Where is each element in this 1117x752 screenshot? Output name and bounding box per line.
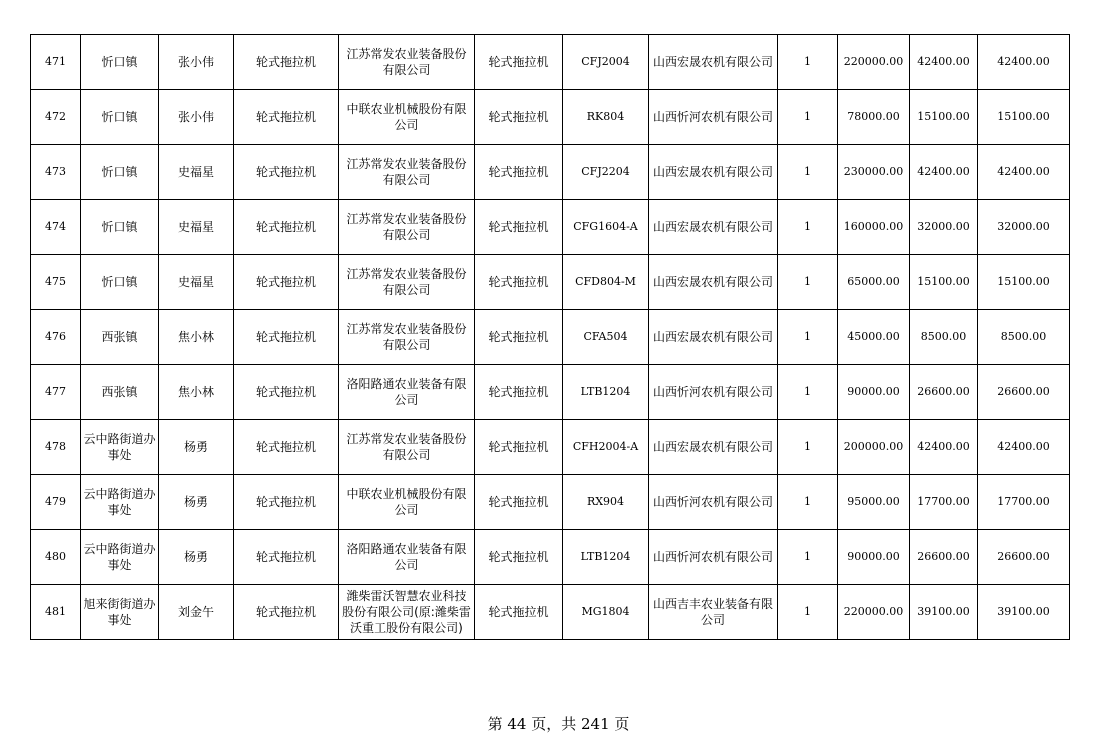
table-row (31, 255, 1070, 310)
price-cell: 45000.00 (838, 310, 910, 365)
product-name-cell: 轮式拖拉机 (475, 200, 563, 255)
machine-type-cell: 轮式拖拉机 (234, 475, 339, 530)
quantity-cell: 1 (778, 255, 838, 310)
price-cell: 78000.00 (838, 90, 910, 145)
subsidy-cell: 15100.00 (910, 90, 978, 145)
model-cell: RK804 (563, 90, 649, 145)
table-row (31, 585, 1070, 640)
table-row (31, 475, 1070, 530)
buyer-cell: 焦小林 (159, 365, 234, 420)
total-subsidy-cell: 42400.00 (978, 420, 1070, 475)
seq-cell: 473 (31, 145, 81, 200)
quantity-cell: 1 (778, 310, 838, 365)
model-cell: CFH2004-A (563, 420, 649, 475)
subsidy-cell: 42400.00 (910, 420, 978, 475)
subsidy-cell: 26600.00 (910, 365, 978, 420)
machine-type-cell: 轮式拖拉机 (234, 200, 339, 255)
product-name-cell: 轮式拖拉机 (475, 365, 563, 420)
town-cell: 云中路街道办事处 (81, 530, 159, 585)
total-subsidy-cell: 17700.00 (978, 475, 1070, 530)
quantity-cell: 1 (778, 475, 838, 530)
table-row (31, 310, 1070, 365)
machine-type-cell: 轮式拖拉机 (234, 35, 339, 90)
dealer-cell: 山西宏晟农机有限公司 (649, 145, 778, 200)
product-name-cell: 轮式拖拉机 (475, 420, 563, 475)
total-subsidy-cell: 15100.00 (978, 90, 1070, 145)
quantity-cell: 1 (778, 420, 838, 475)
buyer-cell: 张小伟 (159, 90, 234, 145)
table-row (31, 35, 1070, 90)
product-name-cell: 轮式拖拉机 (475, 310, 563, 365)
model-cell: MG1804 (563, 585, 649, 640)
buyer-cell: 杨勇 (159, 530, 234, 585)
price-cell: 200000.00 (838, 420, 910, 475)
machine-type-cell: 轮式拖拉机 (234, 310, 339, 365)
manufacturer-cell: 洛阳路通农业装备有限公司 (339, 530, 475, 585)
dealer-cell: 山西吉丰农业装备有限公司 (649, 585, 778, 640)
manufacturer-cell: 江苏常发农业装备股份有限公司 (339, 35, 475, 90)
model-cell: CFD804-M (563, 255, 649, 310)
town-cell: 云中路街道办事处 (81, 420, 159, 475)
buyer-cell: 史福星 (159, 145, 234, 200)
model-cell: CFJ2204 (563, 145, 649, 200)
subsidy-table (30, 34, 1070, 640)
table-row (31, 365, 1070, 420)
town-cell: 忻口镇 (81, 145, 159, 200)
seq-cell: 479 (31, 475, 81, 530)
quantity-cell: 1 (778, 200, 838, 255)
seq-cell: 481 (31, 585, 81, 640)
manufacturer-cell: 江苏常发农业装备股份有限公司 (339, 200, 475, 255)
table-row (31, 530, 1070, 585)
model-cell: RX904 (563, 475, 649, 530)
town-cell: 西张镇 (81, 310, 159, 365)
dealer-cell: 山西宏晟农机有限公司 (649, 200, 778, 255)
dealer-cell: 山西忻河农机有限公司 (649, 530, 778, 585)
machine-type-cell: 轮式拖拉机 (234, 530, 339, 585)
price-cell: 220000.00 (838, 35, 910, 90)
total-subsidy-cell: 26600.00 (978, 365, 1070, 420)
price-cell: 160000.00 (838, 200, 910, 255)
seq-cell: 476 (31, 310, 81, 365)
table-row (31, 420, 1070, 475)
table-body (31, 35, 1070, 640)
subsidy-cell: 17700.00 (910, 475, 978, 530)
subsidy-cell: 42400.00 (910, 145, 978, 200)
buyer-cell: 张小伟 (159, 35, 234, 90)
price-cell: 95000.00 (838, 475, 910, 530)
machine-type-cell: 轮式拖拉机 (234, 585, 339, 640)
machine-type-cell: 轮式拖拉机 (234, 420, 339, 475)
price-cell: 90000.00 (838, 530, 910, 585)
machine-type-cell: 轮式拖拉机 (234, 90, 339, 145)
buyer-cell: 杨勇 (159, 420, 234, 475)
model-cell: CFJ2004 (563, 35, 649, 90)
table-row (31, 200, 1070, 255)
town-cell: 西张镇 (81, 365, 159, 420)
product-name-cell: 轮式拖拉机 (475, 585, 563, 640)
dealer-cell: 山西宏晟农机有限公司 (649, 35, 778, 90)
manufacturer-cell: 江苏常发农业装备股份有限公司 (339, 310, 475, 365)
model-cell: LTB1204 (563, 365, 649, 420)
buyer-cell: 刘金午 (159, 585, 234, 640)
buyer-cell: 焦小林 (159, 310, 234, 365)
manufacturer-cell: 江苏常发农业装备股份有限公司 (339, 145, 475, 200)
quantity-cell: 1 (778, 365, 838, 420)
seq-cell: 471 (31, 35, 81, 90)
table-row (31, 145, 1070, 200)
manufacturer-cell: 江苏常发农业装备股份有限公司 (339, 420, 475, 475)
manufacturer-cell: 潍柴雷沃智慧农业科技股份有限公司(原:潍柴雷沃重工股份有限公司) (339, 585, 475, 640)
subsidy-cell: 32000.00 (910, 200, 978, 255)
manufacturer-cell: 洛阳路通农业装备有限公司 (339, 365, 475, 420)
seq-cell: 477 (31, 365, 81, 420)
town-cell: 旭来街街道办事处 (81, 585, 159, 640)
quantity-cell: 1 (778, 585, 838, 640)
total-subsidy-cell: 39100.00 (978, 585, 1070, 640)
product-name-cell: 轮式拖拉机 (475, 475, 563, 530)
quantity-cell: 1 (778, 145, 838, 200)
manufacturer-cell: 江苏常发农业装备股份有限公司 (339, 255, 475, 310)
seq-cell: 472 (31, 90, 81, 145)
subsidy-cell: 42400.00 (910, 35, 978, 90)
price-cell: 220000.00 (838, 585, 910, 640)
town-cell: 云中路街道办事处 (81, 475, 159, 530)
manufacturer-cell: 中联农业机械股份有限公司 (339, 90, 475, 145)
total-subsidy-cell: 42400.00 (978, 145, 1070, 200)
model-cell: CFG1604-A (563, 200, 649, 255)
price-cell: 90000.00 (838, 365, 910, 420)
seq-cell: 478 (31, 420, 81, 475)
subsidy-cell: 39100.00 (910, 585, 978, 640)
total-subsidy-cell: 32000.00 (978, 200, 1070, 255)
buyer-cell: 史福星 (159, 200, 234, 255)
buyer-cell: 杨勇 (159, 475, 234, 530)
dealer-cell: 山西忻河农机有限公司 (649, 365, 778, 420)
page-footer: 第 44 页，共 241 页 (487, 715, 630, 733)
table-row (31, 90, 1070, 145)
quantity-cell: 1 (778, 35, 838, 90)
town-cell: 忻口镇 (81, 200, 159, 255)
town-cell: 忻口镇 (81, 255, 159, 310)
quantity-cell: 1 (778, 90, 838, 145)
dealer-cell: 山西宏晟农机有限公司 (649, 255, 778, 310)
dealer-cell: 山西忻河农机有限公司 (649, 90, 778, 145)
product-name-cell: 轮式拖拉机 (475, 145, 563, 200)
model-cell: CFA504 (563, 310, 649, 365)
subsidy-cell: 26600.00 (910, 530, 978, 585)
total-subsidy-cell: 15100.00 (978, 255, 1070, 310)
machine-type-cell: 轮式拖拉机 (234, 145, 339, 200)
buyer-cell: 史福星 (159, 255, 234, 310)
town-cell: 忻口镇 (81, 90, 159, 145)
manufacturer-cell: 中联农业机械股份有限公司 (339, 475, 475, 530)
total-subsidy-cell: 26600.00 (978, 530, 1070, 585)
dealer-cell: 山西宏晟农机有限公司 (649, 310, 778, 365)
subsidy-cell: 15100.00 (910, 255, 978, 310)
machine-type-cell: 轮式拖拉机 (234, 255, 339, 310)
quantity-cell: 1 (778, 530, 838, 585)
product-name-cell: 轮式拖拉机 (475, 255, 563, 310)
subsidy-cell: 8500.00 (910, 310, 978, 365)
machine-type-cell: 轮式拖拉机 (234, 365, 339, 420)
product-name-cell: 轮式拖拉机 (475, 90, 563, 145)
total-subsidy-cell: 42400.00 (978, 35, 1070, 90)
product-name-cell: 轮式拖拉机 (475, 530, 563, 585)
price-cell: 230000.00 (838, 145, 910, 200)
price-cell: 65000.00 (838, 255, 910, 310)
dealer-cell: 山西宏晟农机有限公司 (649, 420, 778, 475)
dealer-cell: 山西忻河农机有限公司 (649, 475, 778, 530)
town-cell: 忻口镇 (81, 35, 159, 90)
model-cell: LTB1204 (563, 530, 649, 585)
seq-cell: 475 (31, 255, 81, 310)
seq-cell: 474 (31, 200, 81, 255)
seq-cell: 480 (31, 530, 81, 585)
product-name-cell: 轮式拖拉机 (475, 35, 563, 90)
total-subsidy-cell: 8500.00 (978, 310, 1070, 365)
